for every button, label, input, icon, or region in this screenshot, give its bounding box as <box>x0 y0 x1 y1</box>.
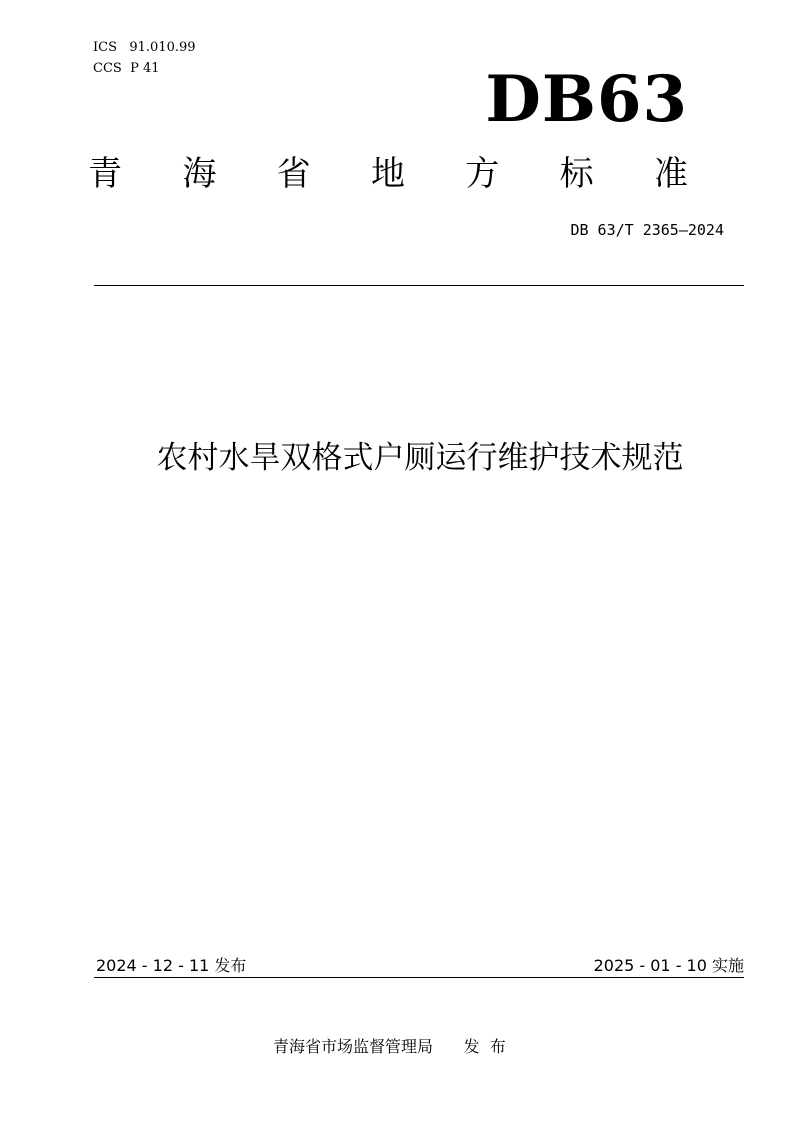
standard-type-char: 标 <box>559 154 594 194</box>
standard-type-char: 方 <box>465 154 500 194</box>
standard-type-char: 青 <box>88 154 122 194</box>
standard-type-char: 地 <box>370 154 405 194</box>
document-title: 农村水旱双格式户厕运行维护技术规范 <box>156 440 684 476</box>
standard-number: DB 63/T 2365—2024 <box>570 221 724 239</box>
standard-type-title <box>88 154 688 194</box>
standard-type-char: 省 <box>276 154 311 194</box>
standard-code-logo: DB63 <box>485 62 688 137</box>
standard-type-char: 准 <box>653 154 688 194</box>
footer-divider <box>94 977 744 978</box>
standard-type-char: 海 <box>182 154 217 194</box>
ccs-code: CCS P 41 <box>93 61 160 76</box>
header-divider <box>94 285 744 286</box>
ics-code: ICS 91.010.99 <box>93 40 196 55</box>
issuing-authority: 青海省市场监督管理局 发 布 <box>273 1037 506 1056</box>
implementation-date: 2025 - 01 - 10 实施 <box>593 956 744 975</box>
issue-date: 2024 - 12 - 11 发布 <box>96 956 247 975</box>
